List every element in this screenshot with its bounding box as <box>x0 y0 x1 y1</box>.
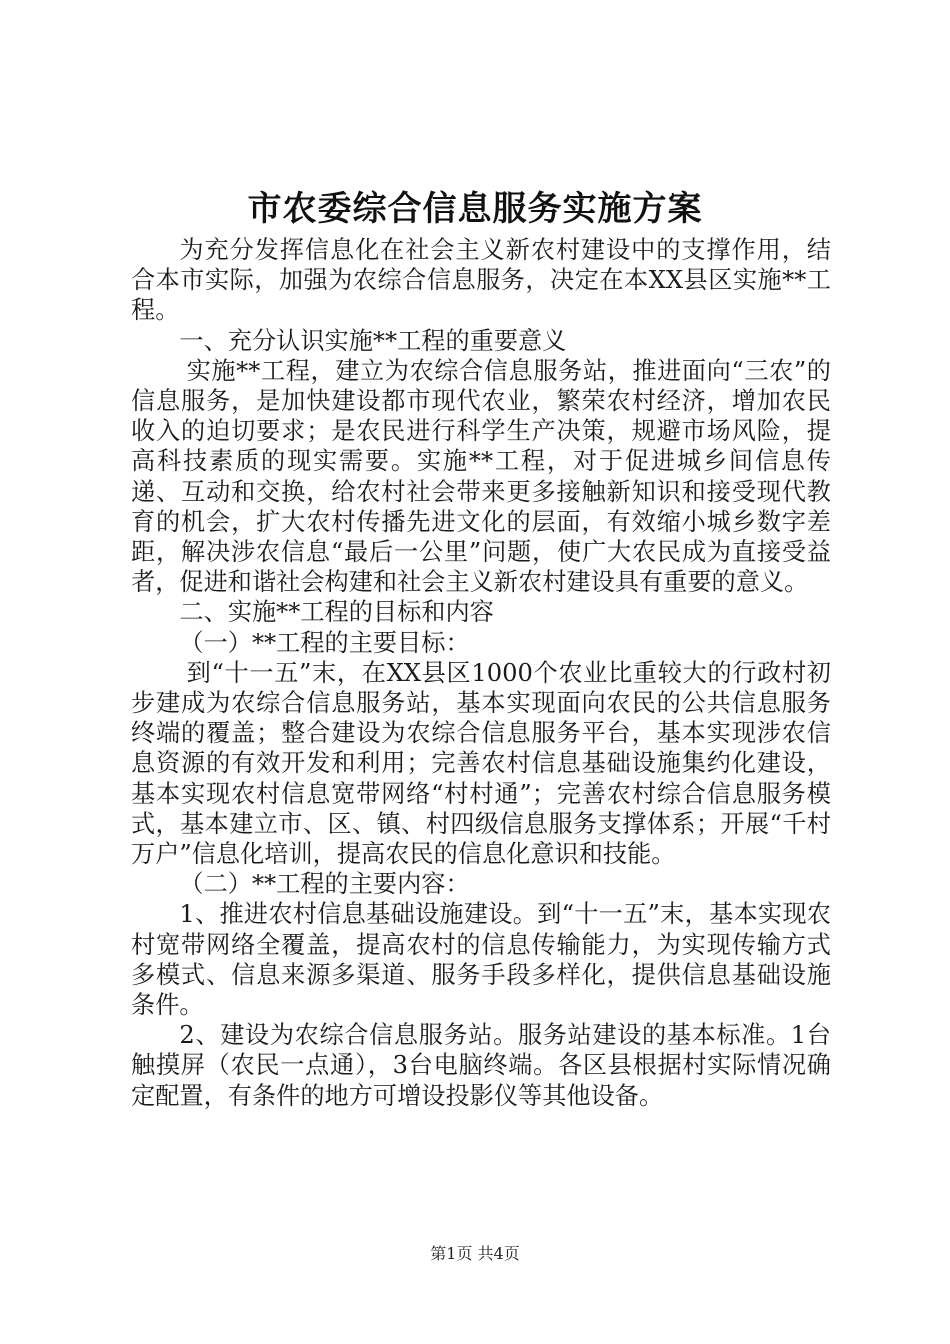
heading-section-1: 一、充分认识实施**工程的重要意义 <box>179 326 567 355</box>
paragraph-content-item-2: 2、建设为农综合信息服务站。服务站建设的基本标准。1台触摸屏（农民一点通），3台电脑终端。各区县根据村实际情况确定配置，有条件的地方可增设投影仪等其他设备。 <box>131 1021 831 1110</box>
paragraph-content-item-1: 1、推进农村信息基础设施建设。到“十一五”末，基本实现农村宽带网络全覆盖，提高农村的信息传输能力，为实现传输方式多模式、信息来源多渠道、服务手段多样化，提供信息基础设施条件。 <box>131 900 831 1020</box>
paragraph-intro: 为充分发挥信息化在社会主义新农村建设中的支撑作用，结合本市实际，加强为农综合信息服务，决定在本XX县区实施**工程。 <box>131 236 831 325</box>
heading-subsection-goals: （一）**工程的主要目标： <box>179 628 470 657</box>
page-number-footer: 第1页 共4页 <box>430 1244 520 1263</box>
heading-section-2: 二、实施**工程的目标和内容 <box>179 598 494 627</box>
document-body <box>131 235 831 1111</box>
heading-subsection-content: （二）**工程的主要内容： <box>179 870 470 899</box>
document-title: 市农委综合信息服务实施方案 <box>247 189 703 229</box>
paragraph-goals: 到“十一五”末，在XX县区1000个农业比重较大的行政村初步建成为农综合信息服务站，基本实现面向农民的公共信息服务终端的覆盖；整合建设为农综合信息服务平台，基本实现涉农信息资源的有效开发和利用；完善农村信息基础设施集约化建设，基本实现农村信息宽带网络“村村通”；完善农村综合信息服务模式，基本建立市、区、镇、村四级信息服务支撑体系；开展“千村万户”信息化培训，提高农民的信息化意识和技能。 <box>131 658 831 869</box>
paragraph-significance: 实施**工程，建立为农综合信息服务站，推进面向“三农”的信息服务，是加快建设都市现代农业，繁荣农村经济，增加农民收入的迫切要求；是农民进行科学生产决策，规避市场风险，提高科技素质的现实需要。实施**工程，对于促进城乡间信息传递、互动和交换，给农村社会带来更多接触新知识和接受现代教育的机会，扩大农村传播先进文化的层面，有效缩小城乡数字差距，解决涉农信息“最后一公里”问题，使广大农民成为直接受益者，促进和谐社会构建和社会主义新农村建设具有重要的意义。 <box>131 356 831 597</box>
